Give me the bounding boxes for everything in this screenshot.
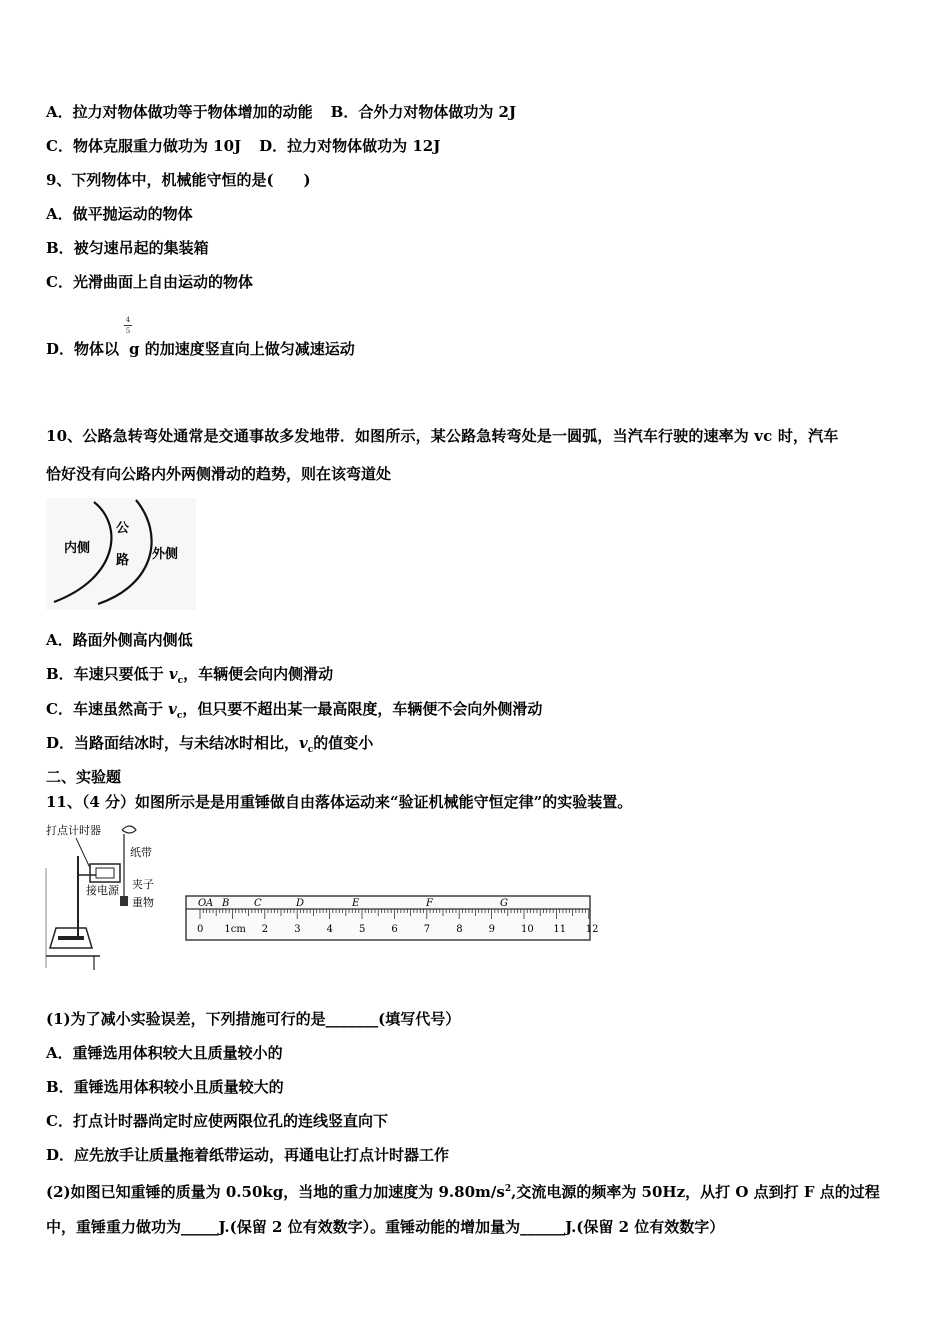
road-label-2: 路 xyxy=(116,553,130,568)
weight-label: 重物 xyxy=(132,896,154,909)
ruler-point-letter: C xyxy=(254,898,262,909)
q8-option-a: A．拉力对物体做功等于物体增加的动能 xyxy=(46,103,313,121)
q8-option-row-1 xyxy=(46,102,516,122)
q11-stem: 11、（4 分）如图所示是是用重锤做自由落体运动来“验证机械能守恒定律”的实验装置。 xyxy=(46,793,633,811)
ruler-number: 12 xyxy=(585,924,599,935)
velocity-subscript: c xyxy=(177,676,184,686)
ruler-point-letter: F xyxy=(426,898,433,909)
q10-option-d xyxy=(46,733,373,760)
ruler-number: 3 xyxy=(294,924,301,935)
q9-option-a: A．做平抛运动的物体 xyxy=(46,205,193,223)
section-heading-experiment: 二、实验题 xyxy=(46,768,122,786)
ruler-number: 10 xyxy=(521,924,534,935)
q8-option-row-2 xyxy=(46,136,440,156)
tape-curl xyxy=(122,826,136,833)
q10-option-b-suffix: ，车辆便会向内侧滑动 xyxy=(183,665,334,683)
ruler-number: 2 xyxy=(261,924,269,935)
q8-option-b: B．合外力对物体做功为 2J xyxy=(330,103,517,121)
q11-part-1-option-b: B．重锤选用体积较小且质量较大的 xyxy=(46,1078,284,1096)
exponent: 2 xyxy=(504,1184,512,1194)
timer-body xyxy=(90,864,120,882)
q10-option-d-suffix: 的值变小 xyxy=(313,734,374,752)
q10-option-b-prefix: B．车速只要低于 xyxy=(46,665,169,683)
ruler-number: 4 xyxy=(326,924,333,935)
ruler-number: 11 xyxy=(553,924,567,935)
q10-option-a: A．路面外侧高内侧低 xyxy=(46,631,193,649)
q9-option-c: C．光滑曲面上自由运动的物体 xyxy=(46,273,253,291)
q10-option-b xyxy=(46,664,333,691)
road-label-1: 公 xyxy=(116,521,130,536)
q10-option-c-prefix: C．车速虽然高于 xyxy=(46,700,169,718)
fraction-numerator: 4 xyxy=(125,316,131,324)
q8-option-d: D．拉力对物体做功为 12J xyxy=(259,137,441,155)
ruler-number: 5 xyxy=(359,924,366,935)
clip-label: 夹子 xyxy=(132,878,154,891)
q10-option-d-prefix: D．当路面结冰时，与未结冰时相比， xyxy=(46,734,300,752)
velocity-symbol: v xyxy=(168,665,178,683)
q11-part-2-suffix: ,交流电源的频率为 50Hz，从打 O 点到打 F 点的过程 xyxy=(511,1183,880,1201)
q11-part-2-prefix: (2)如图已知重锤的质量为 0.50kg，当地的重力加速度为 9.80m/s xyxy=(46,1183,505,1201)
velocity-subscript: c xyxy=(307,745,314,755)
ruler-number: 9 xyxy=(488,924,495,935)
q10-stem-line-1: 10、公路急转弯处通常是交通事故多发地带．如图所示，某公路急转弯处是一圆弧，当汽车行驶的速率为 vc 时，汽车 xyxy=(46,427,839,445)
velocity-symbol: v xyxy=(299,734,308,752)
q9-stem: 9、下列物体中，机械能守恒的是( ) xyxy=(46,171,311,189)
ruler-point-letter: A xyxy=(206,898,214,909)
ruler-point-letter: D xyxy=(296,898,305,909)
q9-option-d-suffix: g 的加速度竖直向上做匀减速运动 xyxy=(129,340,355,358)
ruler-number: 6 xyxy=(391,924,398,935)
q11-part-1-option-d: D．应先放手让质量拖着纸带运动，再通电让打点计时器工作 xyxy=(46,1146,450,1164)
ruler-point-letter: O xyxy=(198,898,207,909)
ruler-figure xyxy=(182,878,599,946)
q11-part-1: (1)为了减小实验误差，下列措施可行的是_______(填写代号） xyxy=(46,1010,461,1028)
timer-label: 打点计时器 xyxy=(46,824,101,837)
ruler-number: 1cm xyxy=(224,924,246,935)
ruler-number: 8 xyxy=(456,924,463,935)
velocity-subscript: c xyxy=(176,711,183,721)
timer-window xyxy=(96,868,114,878)
power-label: 接电源 xyxy=(86,884,119,897)
q10-option-c xyxy=(46,699,542,726)
ruler-point-letter: E xyxy=(352,898,360,909)
velocity-symbol: v xyxy=(168,700,177,718)
ruler-point-letter: G xyxy=(500,898,508,909)
inner-side-label: 内侧 xyxy=(64,541,91,556)
tape-label: 纸带 xyxy=(130,846,152,859)
q10-stem-line-2: 恰好没有向公路内外两侧滑动的趋势，则在该弯道处 xyxy=(46,465,392,483)
fraction-four-fifths xyxy=(124,316,132,335)
q9-option-d xyxy=(46,339,355,359)
fraction-denominator: 5 xyxy=(125,327,131,335)
q11-part-2-line-2: 中，重锤重力做功为_____J.(保留 2 位有效数字）。重锤动能的增加量为______J.(保留 2 位有效数字） xyxy=(46,1218,725,1236)
ruler-point-letter: B xyxy=(222,898,230,909)
outer-side-label: 外侧 xyxy=(152,547,179,562)
q9-option-b: B．被匀速吊起的集装箱 xyxy=(46,239,209,257)
q11-part-1-option-c: C．打点计时器尚定时应使两限位孔的连线竖直向下 xyxy=(46,1112,388,1130)
q11-part-2-line-1 xyxy=(46,1179,880,1202)
ruler-number: 7 xyxy=(423,924,431,935)
ruler-number: 0 xyxy=(197,924,204,935)
q11-part-1-option-a: A．重锤选用体积较大且质量较小的 xyxy=(46,1044,283,1062)
q10-option-c-suffix: ，但只要不超出某一最高限度，车辆便不会向外侧滑动 xyxy=(182,700,543,718)
q8-option-c: C．物体克服重力做功为 10J xyxy=(46,137,242,155)
q9-option-d-prefix: D．物体以 xyxy=(46,340,120,358)
apparatus-figure xyxy=(46,820,166,972)
road-curve-figure xyxy=(46,498,196,610)
weight-block xyxy=(120,896,128,906)
